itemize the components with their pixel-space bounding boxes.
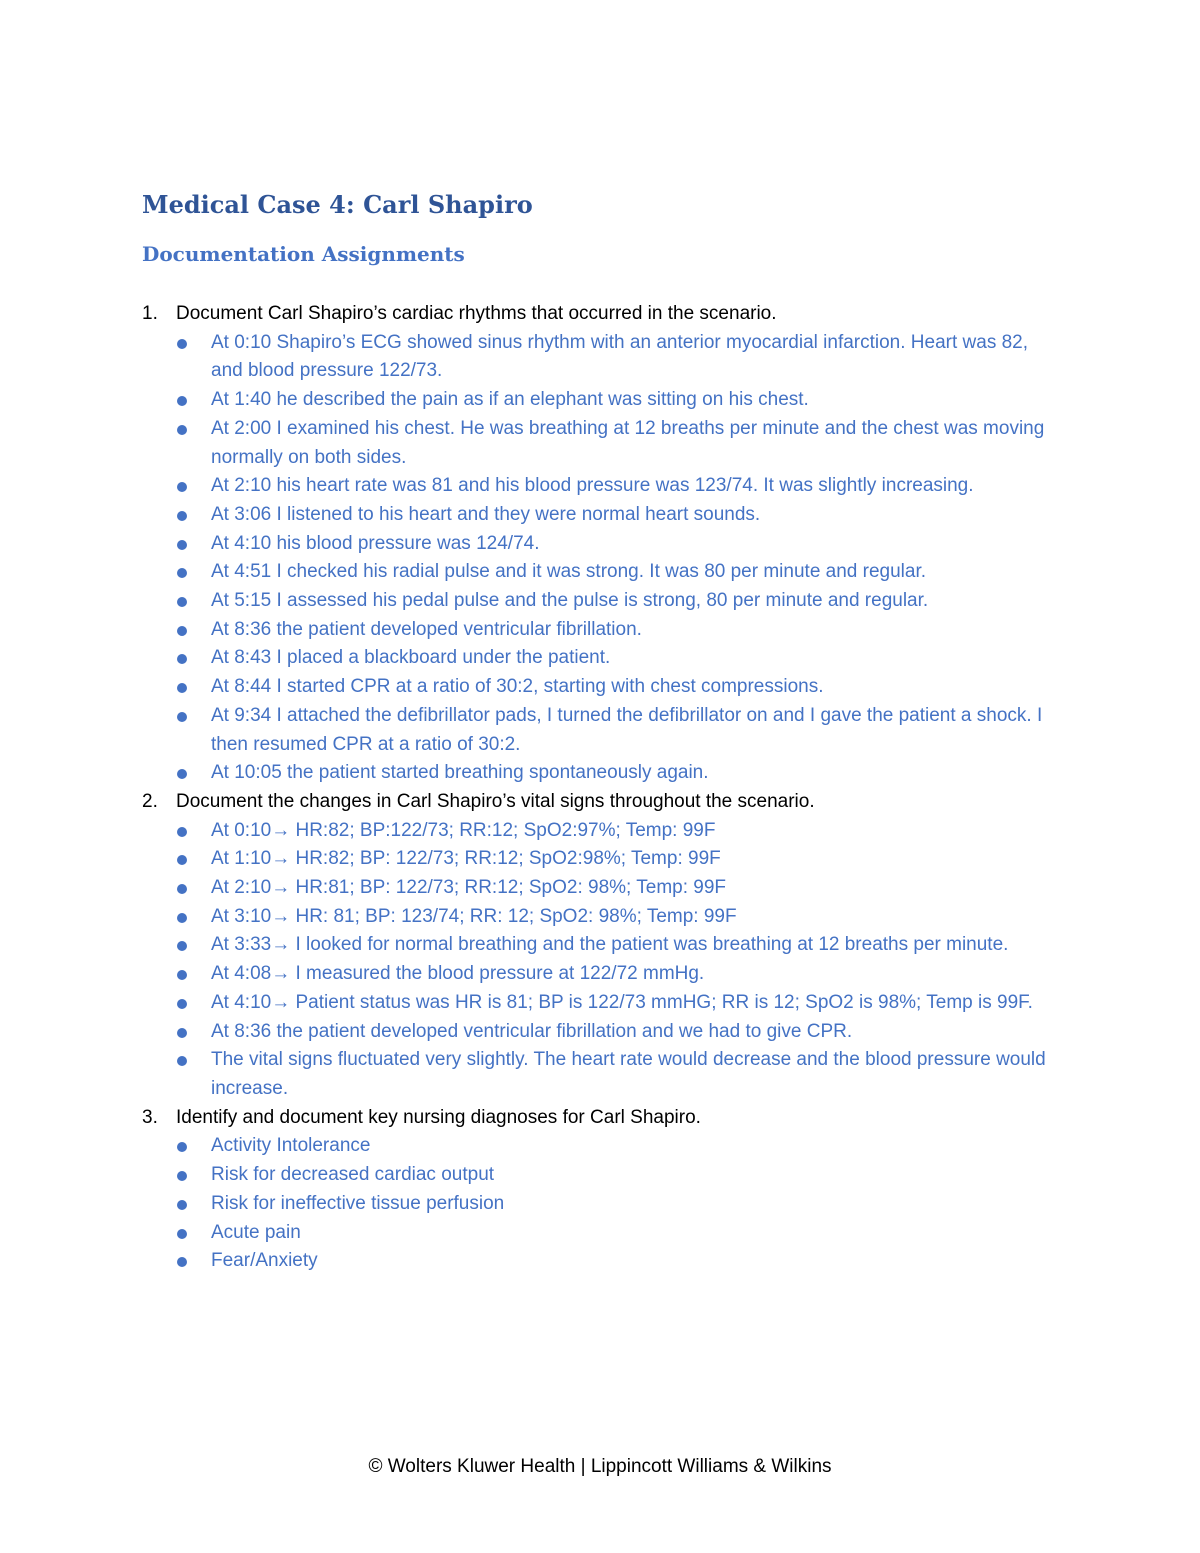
bullet-icon: [177, 425, 187, 435]
question-number: 3.: [142, 1106, 158, 1128]
answer-item: At 4:51 I checked his radial pulse and it was strong. It was 80 per minute and regular.: [211, 558, 1062, 587]
bullet-icon: [177, 339, 187, 349]
bullet-icon: [177, 1171, 187, 1181]
answer-item: At 2:00 I examined his chest. He was breathing at 12 breaths per minute and the chest was moving normally on both sides.: [211, 415, 1062, 472]
bullet-icon: [177, 1229, 187, 1239]
bullet-icon: [177, 597, 187, 607]
bullet-icon: [177, 1142, 187, 1152]
bullet-icon: [177, 941, 187, 951]
question-3: [142, 1104, 1062, 1133]
bullet-icon: [177, 511, 187, 521]
section-heading: Documentation Assignments: [142, 242, 465, 266]
bullet-icon: [177, 540, 187, 550]
bullet-icon: [177, 1056, 187, 1066]
bullet-icon: [177, 913, 187, 923]
answer-item: At 3:06 I listened to his heart and they were normal heart sounds.: [211, 501, 1062, 530]
bullet-icon: [177, 568, 187, 578]
bullet-icon: [177, 827, 187, 837]
bullet-icon: [177, 855, 187, 865]
answer-item: At 2:10 his heart rate was 81 and his blood pressure was 123/74. It was slightly increasing.: [211, 472, 1062, 501]
bullet-icon: [177, 970, 187, 980]
answer-item: Risk for ineffective tissue perfusion: [211, 1190, 1062, 1219]
answer-item: Fear/Anxiety: [211, 1247, 1062, 1276]
answer-item: At 4:08→ I measured the blood pressure at 122/72 mmHg.: [211, 960, 1062, 989]
answer-item: The vital signs fluctuated very slightly. The heart rate would decrease and the blood pressure would increase.: [211, 1046, 1062, 1103]
answer-list-3: [142, 1132, 1062, 1276]
question-2: [142, 788, 1062, 817]
bullet-icon: [177, 1028, 187, 1038]
answer-item: At 8:43 I placed a blackboard under the patient.: [211, 644, 1062, 673]
answer-item: At 2:10→ HR:81; BP: 122/73; RR:12; SpO2: 98%; Temp: 99F: [211, 874, 1062, 903]
bullet-icon: [177, 999, 187, 1009]
bullet-icon: [177, 1257, 187, 1267]
question-number: 2.: [142, 790, 158, 812]
bullet-icon: [177, 654, 187, 664]
answer-item: At 8:36 the patient developed ventricular fibrillation and we had to give CPR.: [211, 1018, 1062, 1047]
answer-list-2: [142, 817, 1062, 1104]
bullet-icon: [177, 396, 187, 406]
answer-item: At 0:10→ HR:82; BP:122/73; RR:12; SpO2:97%; Temp: 99F: [211, 817, 1062, 846]
answer-list-1: [142, 329, 1062, 788]
answer-item: At 4:10 his blood pressure was 124/74.: [211, 530, 1062, 559]
bullet-icon: [177, 482, 187, 492]
bullet-icon: [177, 884, 187, 894]
answer-item: At 10:05 the patient started breathing spontaneously again.: [211, 759, 1062, 788]
answer-item: At 1:40 he described the pain as if an elephant was sitting on his chest.: [211, 386, 1062, 415]
answer-item: At 5:15 I assessed his pedal pulse and the pulse is strong, 80 per minute and regular.: [211, 587, 1062, 616]
answer-item: At 3:33→ I looked for normal breathing and the patient was breathing at 12 breaths per minute.: [211, 931, 1062, 960]
answer-item: At 4:10→ Patient status was HR is 81; BP is 122/73 mmHG; RR is 12; SpO2 is 98%; Temp is 99F.: [211, 989, 1062, 1018]
bullet-icon: [177, 1200, 187, 1210]
page-title: Medical Case 4: Carl Shapiro: [142, 190, 533, 219]
bullet-icon: [177, 712, 187, 722]
question-1: [142, 300, 1062, 329]
question-text: Document the changes in Carl Shapiro’s vital signs throughout the scenario.: [176, 790, 815, 812]
question-text: Document Carl Shapiro’s cardiac rhythms that occurred in the scenario.: [176, 303, 777, 324]
page-footer: © Wolters Kluwer Health | Lippincott Williams & Wilkins: [368, 1456, 832, 1477]
answer-item: At 8:36 the patient developed ventricular fibrillation.: [211, 616, 1062, 645]
assignment-list: [142, 300, 1062, 1276]
question-number: 1.: [142, 303, 158, 324]
bullet-icon: [177, 769, 187, 779]
answer-item: At 0:10 Shapiro’s ECG showed sinus rhythm with an anterior myocardial infarction. Heart was 82, and blood pressure 122/73.: [211, 329, 1062, 386]
answer-item: Risk for decreased cardiac output: [211, 1161, 1062, 1190]
answer-item: At 9:34 I attached the defibrillator pads, I turned the defibrillator on and I gave the patient a shock. I then resumed CPR at a ratio of 30:2.: [211, 702, 1062, 759]
answer-item: Acute pain: [211, 1219, 1062, 1248]
bullet-icon: [177, 683, 187, 693]
answer-item: At 3:10→ HR: 81; BP: 123/74; RR: 12; SpO2: 98%; Temp: 99F: [211, 903, 1062, 932]
answer-item: At 8:44 I started CPR at a ratio of 30:2, starting with chest compressions.: [211, 673, 1062, 702]
bullet-icon: [177, 626, 187, 636]
answer-item: At 1:10→ HR:82; BP: 122/73; RR:12; SpO2:98%; Temp: 99F: [211, 845, 1062, 874]
answer-item: Activity Intolerance: [211, 1132, 1062, 1161]
question-text: Identify and document key nursing diagnoses for Carl Shapiro.: [176, 1106, 701, 1128]
